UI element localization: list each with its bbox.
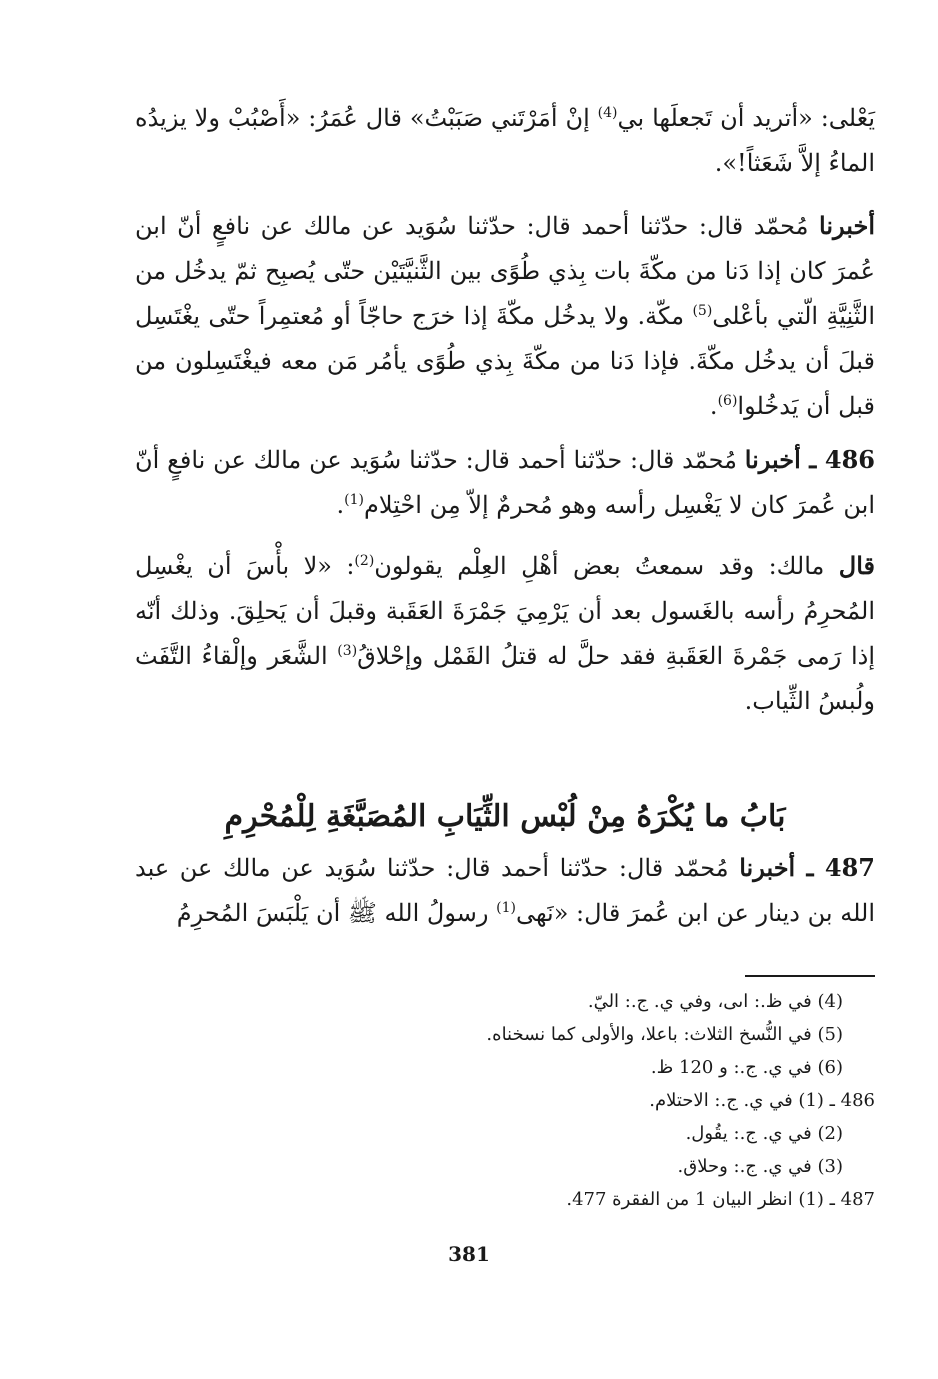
paragraph-text: مُحمّد قال: حدّثنا أحمد قال: حدّثنا سُوَيد عن مالك عن عبد الله بن دينار عن ابن عُمرَ قال: «نَهى [135, 854, 875, 927]
footnotes [300, 985, 875, 1216]
footnote-ref: (6) [717, 393, 738, 409]
paragraph-text: : «لا بأْسَ أن يغْسِل المُحرِمُ رأسه بالغَسول بعد أن يَرْمِيَ جَمْرَةَ العَقَبة وقبلَ أن يَحلِقَ. وذلك أنّه إذا رَمى جَمْرةَ العَقَبةِ فقد حلَّ له قتلُ القَمْل وإحْلاقُ [135, 552, 875, 670]
footnote-ref: (3) [337, 643, 358, 659]
paragraph-text: الشَّعَر وإلْقاءُ التَّفَث ولُبسُ الثِّياب. [135, 642, 875, 715]
footnote-item: (6) في ي. ج.: و 120 ظ. [650, 1057, 843, 1078]
paragraph-486 [135, 437, 875, 528]
footnote-item: 486 ـ (1) في ي. ج.: الاحتلام. [649, 1090, 875, 1111]
footnote-item: (5) في النُّسخ الثلاث: باعلا، والأولى كما نسخناه. [486, 1024, 843, 1045]
paragraph-text: مُحمّد قال: حدّثنا أحمد قال: حدّثنا سُوَيد عن مالك عن نافعٍ أنّ ابن عُمرَ كان لا يَغْسِل رأسه وهو مُحرمٌ إلاّ مِن احْتِلام [135, 446, 875, 519]
paragraph-lead: قال [838, 551, 875, 580]
paragraph-continuation [135, 96, 875, 186]
paragraph-malik-said [135, 543, 875, 724]
paragraph-lead: 487 ـ أخبرنا [739, 853, 875, 882]
footnote-ref: (2) [354, 553, 375, 569]
paragraph-text: . [709, 392, 718, 420]
footnote-ref: (1) [496, 900, 516, 916]
footnote-item: 487 ـ (1) انظر البيان 1 من الفقرة 477. [566, 1189, 875, 1210]
footnote-item: (4) في ظ.: اىى، وفي ي. ج.: اليّ. [587, 991, 843, 1012]
paragraph-text: مُحمّد قال: حدّثنا أحمد قال: حدّثنا سُوَيد عن مالك عن نافعٍ أنّ ابن عُمرَ كان إذا دَنا من مكّةَ بات بِذي طُوًى بين الثَّنيَّتَيْن حتّى يُصبِح ثمّ يدخُل من الثَّنِيَّةِ الّتي بأعْلى [135, 212, 875, 330]
paragraph-text: يَعْلى: «أتريد أن تَجعلَها بي [617, 104, 876, 132]
footnote-ref: (5) [692, 303, 713, 319]
chapter-heading: بَابُ ما يُكْرَهُ مِنْ لُبْس الثِّيَابِ المُصَبَّغَةِ لِلْمُحْرِمِ [224, 799, 786, 834]
footnote-item: (3) في ي. ج.: وحلاق. [677, 1156, 843, 1177]
paragraph-text: إنْ أمَرْتَني صَبَبْتُ» قال عُمَرُ: «أَصْبُبْ ولا يزيدُه الماءُ إلاَّ شَعَثاً!». [135, 104, 875, 177]
paragraph-nafi-tuwa [135, 203, 875, 429]
footnote-divider [745, 975, 875, 977]
paragraph-text: رسولُ الله ﷺ أن يَلْبَسَ المُحرِمُ [176, 899, 497, 927]
paragraph-487 [135, 845, 875, 936]
paragraph-lead: أخبرنا [819, 211, 875, 240]
paragraph-text: مكّة. ولا يدخُل مكّةَ إذا خرَج حاجّاً أو مُعتمِراً حتّى يغْتَسِل قبلَ أن يدخُل مكّةَ. فإذا دَنا من مكّةَ بِذي طُوًى يأمُر مَن معه فيغْتَسِلون من قبل أن يَدخُلوا [135, 302, 875, 420]
footnote-ref: (4) [597, 105, 618, 121]
footnote-ref: (1) [344, 492, 365, 508]
paragraph-lead: 486 ـ أخبرنا [744, 445, 875, 474]
paragraph-text: مالك: وقد سمعتُ بعض أهْلِ العِلْم يقولون [374, 552, 839, 580]
paragraph-text: . [336, 491, 345, 519]
page-number: 381 [448, 1242, 490, 1266]
footnote-item: (2) في ي. ج.: يقُول. [685, 1123, 843, 1144]
